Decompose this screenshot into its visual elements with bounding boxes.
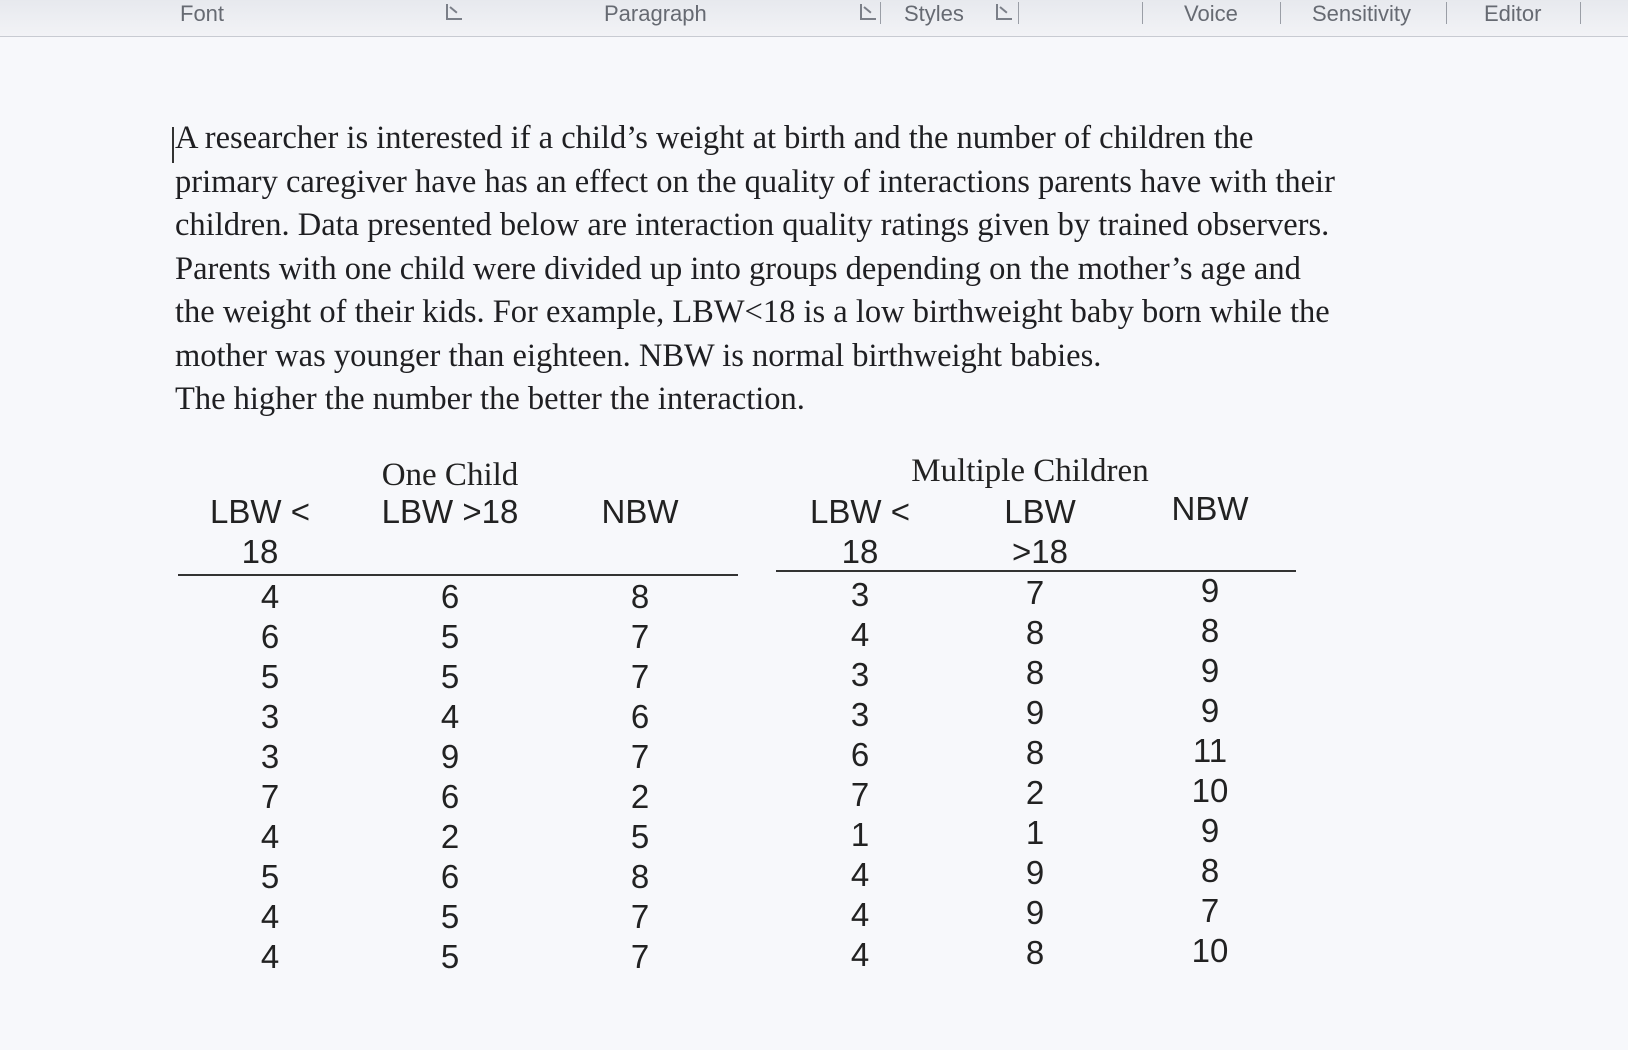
table-cell: 7 <box>630 738 650 775</box>
table-cell: 4 <box>850 936 870 973</box>
table-cell: 9 <box>1200 812 1220 849</box>
header-line: LBW >18 <box>381 493 519 530</box>
ribbon-group-styles: Styles <box>904 1 964 26</box>
table-cell: 5 <box>440 898 460 935</box>
table-cell: 10 <box>1191 932 1229 969</box>
ribbon-separator <box>1446 2 1447 24</box>
problem-paragraph[interactable] <box>175 117 1495 422</box>
paragraph-line: A researcher is interested if a child’s weight at birth and the number of children the <box>175 120 1254 156</box>
col-header-lbw-over-18 <box>990 492 1090 572</box>
table-cell: 7 <box>1025 574 1045 611</box>
header-line: NBW <box>1171 490 1249 527</box>
table-cell: 3 <box>850 656 870 693</box>
table-cell: 9 <box>1200 692 1220 729</box>
document-page[interactable] <box>0 37 1628 1050</box>
table-cell: 4 <box>850 856 870 893</box>
text-cursor <box>172 127 174 163</box>
table-cell: 9 <box>1025 894 1045 931</box>
ribbon-group-editor: Editor <box>1484 1 1542 26</box>
table-cell: 7 <box>630 898 650 935</box>
header-line: 18 <box>841 533 879 570</box>
table-cell: 9 <box>1200 652 1220 689</box>
header-line: LBW < <box>210 493 310 530</box>
table-cell: 4 <box>260 818 280 855</box>
table-cell: 6 <box>630 698 650 735</box>
table-cell: 7 <box>630 938 650 975</box>
table-cell: 9 <box>440 738 460 775</box>
table-cell: 4 <box>260 578 280 615</box>
col-header-lbw-under-18 <box>800 492 920 572</box>
col-header-lbw-over-18 <box>370 492 530 532</box>
table-cell: 6 <box>850 736 870 773</box>
table-cell: 5 <box>260 658 280 695</box>
data-column <box>600 577 680 977</box>
header-line: LBW < <box>810 493 910 530</box>
table-cell: 1 <box>850 816 870 853</box>
table-cell: 3 <box>260 738 280 775</box>
paragraph-line: The higher the number the better the interaction. <box>175 381 805 417</box>
font-dialog-launcher-icon[interactable] <box>446 4 462 20</box>
ribbon-separator <box>1580 2 1581 24</box>
table-cell: 6 <box>440 858 460 895</box>
ribbon-separator <box>880 2 881 24</box>
table-cell: 4 <box>440 698 460 735</box>
table-cell: 8 <box>1025 934 1045 971</box>
ribbon-group-font: Font <box>180 1 225 26</box>
table-cell: 8 <box>630 858 650 895</box>
table-cell: 4 <box>260 938 280 975</box>
table-cell: 7 <box>260 778 280 815</box>
ribbon-group-labels <box>0 0 1628 37</box>
table-cell: 4 <box>850 896 870 933</box>
table-cell: 4 <box>260 898 280 935</box>
header-line: LBW <box>1004 493 1076 530</box>
paragraph-line: Parents with one child were divided up into groups depending on the mother’s age and <box>175 250 1301 287</box>
table-cell: 7 <box>850 776 870 813</box>
table-cell: 7 <box>1200 892 1220 929</box>
table-cell: 6 <box>260 618 280 655</box>
table-cell: 5 <box>440 938 460 975</box>
table-cell: 5 <box>440 658 460 695</box>
table-cell: 5 <box>440 618 460 655</box>
ribbon-group-voice: Voice <box>1184 1 1238 26</box>
table-cell: 8 <box>1025 734 1045 771</box>
ribbon-group-sensitivity: Sensitivity <box>1312 1 1412 26</box>
data-column <box>995 573 1075 973</box>
ribbon-group-paragraph: Paragraph <box>604 1 707 26</box>
data-column <box>230 577 310 977</box>
table-cell: 9 <box>1025 854 1045 891</box>
table-cell: 2 <box>1025 774 1045 811</box>
table-cell: 3 <box>260 698 280 735</box>
table-cell: 5 <box>260 858 280 895</box>
group-title-one-child: One Child <box>381 457 519 493</box>
data-column <box>410 577 490 977</box>
data-column <box>1170 571 1250 971</box>
table-cell: 10 <box>1191 772 1229 809</box>
table-cell: 4 <box>850 616 870 653</box>
paragraph-line: primary caregiver have has an effect on the quality of interactions parents have with their <box>175 163 1335 200</box>
table-cell: 8 <box>1025 654 1045 691</box>
table-cell: 6 <box>440 578 460 615</box>
styles-dialog-launcher-icon[interactable] <box>996 4 1012 20</box>
table-cell: 8 <box>1200 612 1220 649</box>
table-cell: 7 <box>630 618 650 655</box>
table-cell: 3 <box>850 576 870 613</box>
table-cell: 5 <box>630 818 650 855</box>
header-line: NBW <box>601 493 679 530</box>
table-cell: 1 <box>1025 814 1045 851</box>
paragraph-line: the weight of their kids. For example, LBW<18 is a low birthweight baby born while the <box>175 294 1330 330</box>
ribbon-separator <box>1018 2 1019 24</box>
table-cell: 9 <box>1025 694 1045 731</box>
header-line: 18 <box>241 533 279 570</box>
table-cell: 8 <box>630 578 650 615</box>
ribbon-separator <box>1142 2 1143 24</box>
table-cell: 11 <box>1192 732 1228 769</box>
table-cell: 6 <box>440 778 460 815</box>
table-cell: 2 <box>630 778 650 815</box>
col-header-lbw-under-18 <box>200 492 320 572</box>
paragraph-dialog-launcher-icon[interactable] <box>860 4 876 20</box>
table-cell: 7 <box>630 658 650 695</box>
header-line: >18 <box>1012 533 1068 570</box>
table-cell: 9 <box>1200 572 1220 609</box>
group-title-multiple-children: Multiple Children <box>911 453 1149 489</box>
data-column <box>820 575 900 975</box>
paragraph-line: children. Data presented below are interaction quality ratings given by trained observers. <box>175 207 1330 243</box>
table-cell: 2 <box>440 818 460 855</box>
table-cell: 3 <box>850 696 870 733</box>
col-header-nbw <box>1165 489 1255 529</box>
paragraph-line: mother was younger than eighteen. NBW is normal birthweight babies. <box>175 337 1102 374</box>
table-cell: 8 <box>1025 614 1045 651</box>
ribbon-separator <box>1280 2 1281 24</box>
table-rule-one-child <box>178 574 738 576</box>
col-header-nbw <box>595 492 685 532</box>
table-cell: 8 <box>1200 852 1220 889</box>
